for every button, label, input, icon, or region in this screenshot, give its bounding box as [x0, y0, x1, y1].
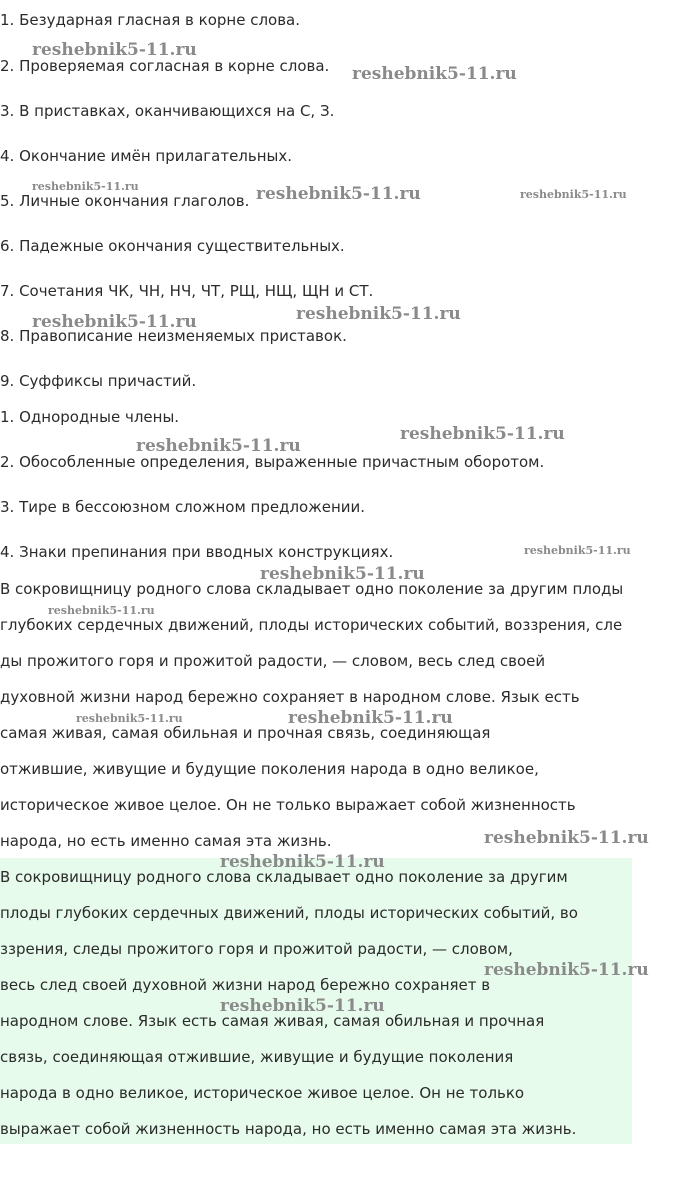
list-item: 5. Личные окончания глаголов. — [0, 192, 250, 210]
passage-line: ззрения, следы прожитого горя и прожитой радости, — словом, — [0, 940, 513, 958]
watermark: reshebnik5-11.ru — [400, 424, 565, 444]
passage-line: духовной жизни народ бережно сохраняет в народном слове. Язык есть — [0, 688, 580, 706]
list-item: 7. Сочетания ЧК, ЧН, НЧ, ЧТ, РЩ, НЩ, ЩН и СТ. — [0, 282, 374, 300]
list-item: 8. Правописание неизменяемых приставок. — [0, 327, 347, 345]
watermark: reshebnik5-11.ru — [484, 828, 649, 848]
list-item: 3. Тире в бессоюзном сложном предложении. — [0, 498, 366, 516]
watermark: reshebnik5-11.ru — [520, 188, 627, 201]
list-item: 1. Однородные члены. — [0, 408, 180, 426]
passage-line: ды прожитого горя и прожитой радости, — словом, весь след своей — [0, 652, 546, 670]
list-item: 3. В приставках, оканчивающихся на С, З. — [0, 102, 335, 120]
passage-line: связь, соединяющая отжившие, живущие и будущие поколения — [0, 1048, 514, 1066]
list-item: 4. Знаки препинания при вводных конструкциях. — [0, 543, 394, 561]
watermark: reshebnik5-11.ru — [524, 544, 631, 557]
watermark: reshebnik5-11.ru — [32, 312, 197, 332]
watermark: reshebnik5-11.ru — [484, 960, 649, 980]
passage-line: отжившие, живущие и будущие поколения народа в одно великое, — [0, 760, 539, 778]
watermark: reshebnik5-11.ru — [48, 604, 155, 617]
watermark: reshebnik5-11.ru — [260, 564, 425, 584]
watermark: reshebnik5-11.ru — [76, 712, 183, 725]
passage-line: народа в одно великое, историческое живое целое. Он не только — [0, 1084, 525, 1102]
passage-line: выражает собой жизненность народа, но есть именно самая эта жизнь. — [0, 1120, 577, 1138]
watermark: reshebnik5-11.ru — [32, 40, 197, 60]
watermark: reshebnik5-11.ru — [288, 708, 453, 728]
watermark: reshebnik5-11.ru — [220, 852, 385, 872]
list-item: 1. Безударная гласная в корне слова. — [0, 11, 301, 29]
passage-line: глубоких сердечных движений, плоды исторических событий, воззрения, сле — [0, 616, 623, 634]
watermark: reshebnik5-11.ru — [220, 996, 385, 1016]
list-item: 2. Обособленные определения, выраженные причастным оборотом. — [0, 453, 545, 471]
passage-line: весь след своей духовной жизни народ бережно сохраняет в — [0, 976, 491, 994]
list-item: 9. Суффиксы причастий. — [0, 372, 197, 390]
list-item: 6. Падежные окончания существительных. — [0, 237, 345, 255]
passage-line: В сокровищницу родного слова складывает одно поколение за другим плоды — [0, 580, 624, 598]
watermark: reshebnik5-11.ru — [352, 64, 517, 84]
passage-line: народном слове. Язык есть самая живая, самая обильная и прочная — [0, 1012, 545, 1030]
list-item: 4. Окончание имён прилагательных. — [0, 147, 293, 165]
passage-line: плоды глубоких сердечных движений, плоды исторических событий, во — [0, 904, 578, 922]
watermark: reshebnik5-11.ru — [296, 304, 461, 324]
watermark: reshebnik5-11.ru — [256, 184, 421, 204]
passage-line: самая живая, самая обильная и прочная связь, соединяющая — [0, 724, 491, 742]
list-item: 2. Проверяемая согласная в корне слова. — [0, 57, 330, 75]
passage-line: народа, но есть именно самая эта жизнь. — [0, 832, 332, 850]
passage-line: историческое живое целое. Он не только выражает собой жизненность — [0, 796, 576, 814]
passage-line: В сокровищницу родного слова складывает одно поколение за другим — [0, 868, 568, 886]
watermark: reshebnik5-11.ru — [32, 180, 139, 193]
watermark: reshebnik5-11.ru — [136, 436, 301, 456]
